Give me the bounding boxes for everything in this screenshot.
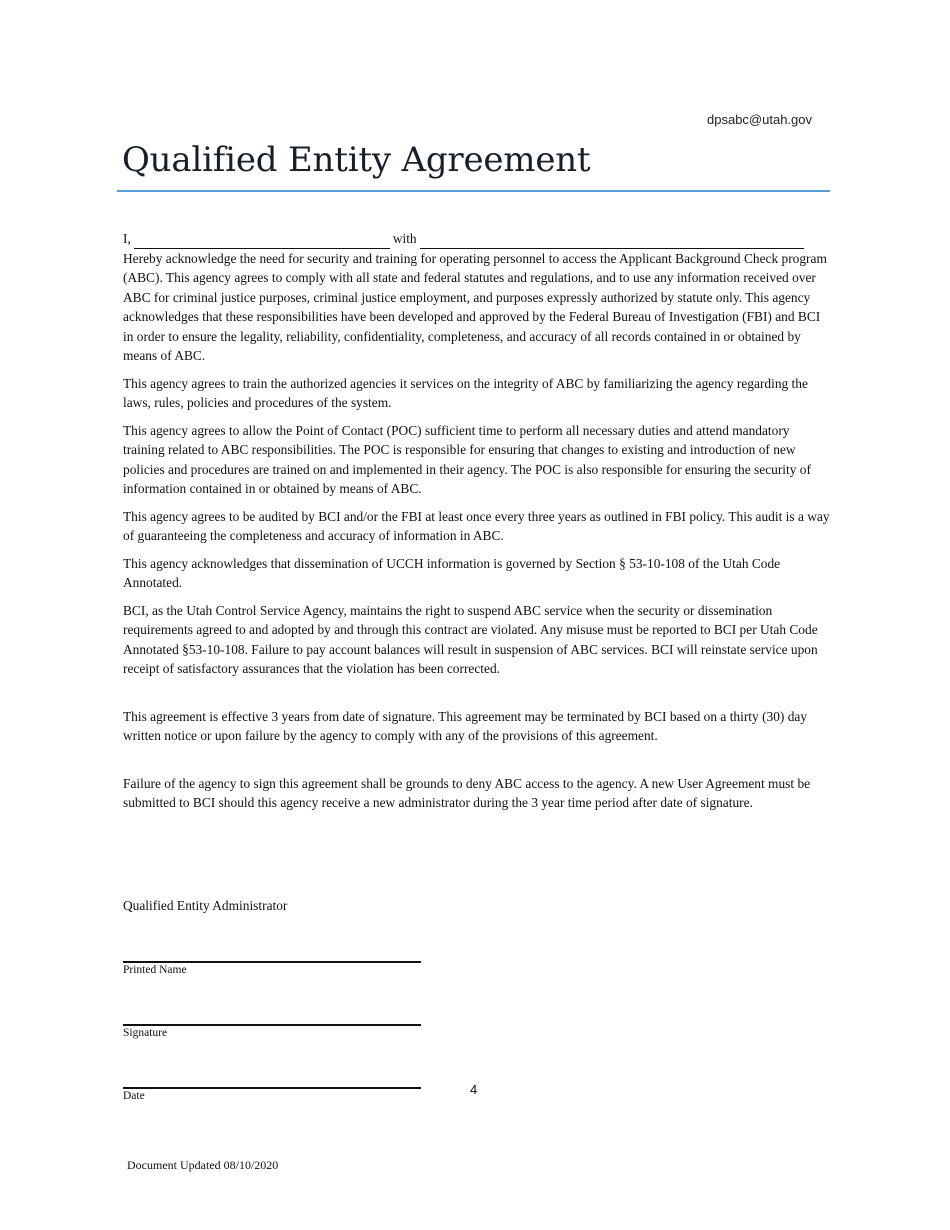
signature-heading: Qualified Entity Administrator	[123, 898, 288, 913]
poc-paragraph: This agency agrees to allow the Point of Contact (POC) sufficient time to perform all necessary duties and attend mandatory training related to ABC responsibilities. The POC is responsible for ensuring that changes to existing and introduction of new policies and procedures are trained on and implemented in their agency. The POC is also responsible for ensuring the security of information contained in or obtained by means of ABC.	[123, 422, 811, 496]
suspension-paragraph: BCI, as the Utah Control Service Agency, maintains the right to suspend ABC service when the security or dissemination requirements agreed to and adopted by and through this contract are violated. Any misuse must be reported to BCI per Utah Code Annotated §53-10-108. Failure to pay account balances will result in suspension of ABC services. BCI will reinstate service upon receipt of satisfactory assurances that the violation has been corrected.	[123, 602, 818, 676]
printed-name-label: Printed Name	[123, 964, 187, 976]
intro-prefix: I,	[123, 231, 131, 246]
email-address[interactable]: dpsabc@utah.gov	[707, 112, 812, 127]
audit-paragraph: This agency agrees to be audited by BCI and/or the FBI at least once every three years as outlined in FBI policy. This audit is a way of guaranteeing the completeness and accuracy of information in ABC.	[123, 508, 830, 543]
footer-updated-date: Document Updated 08/10/2020	[127, 1158, 279, 1172]
spacer	[123, 754, 831, 774]
dissemination-paragraph: This agency acknowledges that dissemination of UCCH information is governed by Section § 53-10-108 of the Utah Code Annotated.	[123, 555, 781, 590]
agreement-body	[123, 229, 831, 821]
effective-paragraph: This agreement is effective 3 years from date of signature. This agreement may be terminated by BCI based on a thirty (30) day written notice or upon failure by the agency to comply with any of the provisions of this agreement.	[123, 708, 808, 743]
name-blank-field[interactable]	[134, 236, 390, 249]
printed-name-field	[123, 935, 421, 977]
printed-name-line[interactable]	[123, 935, 421, 963]
page-title: Qualified Entity Agreement	[122, 140, 591, 180]
intro-fill-line	[123, 229, 831, 249]
signature-line[interactable]	[123, 998, 421, 1026]
intro-connector: with	[392, 231, 417, 246]
training-paragraph: This agency agrees to train the authorized agencies it services on the integrity of ABC by familiarizing the agency regarding the laws, rules, policies and procedures of the system.	[123, 375, 808, 410]
signature-block	[123, 898, 421, 1103]
page-number: 4	[470, 1082, 478, 1097]
failure-paragraph: Failure of the agency to sign this agreement shall be grounds to deny ABC access to the agency. A new User Agreement must be submitted to BCI should this agency receive a new administrator during the 3 year time period after date of signature.	[123, 775, 811, 810]
agency-blank-field[interactable]	[420, 236, 804, 249]
title-divider	[117, 190, 830, 192]
intro-paragraph: Hereby acknowledge the need for security and training for operating personnel to access the Applicant Background Check program (ABC). This agency agrees to comply with all state and federal statutes and regulations, and to use any information received over ABC for criminal justice purposes, criminal justice employment, and purposes expressly authorized by statute only. This agency acknowledges that these responsibilities have been developed and approved by the Federal Bureau of Investigation (FBI) and BCI in order to ensure the legality, reliability, confidentiality, completeness, and accuracy of all records contained in or obtained by means of ABC.	[123, 250, 827, 363]
date-line[interactable]	[123, 1061, 421, 1089]
date-field	[123, 1061, 421, 1103]
signature-label: Signature	[123, 1027, 168, 1039]
date-label: Date	[123, 1090, 145, 1102]
signature-field	[123, 998, 421, 1040]
spacer	[123, 687, 831, 707]
